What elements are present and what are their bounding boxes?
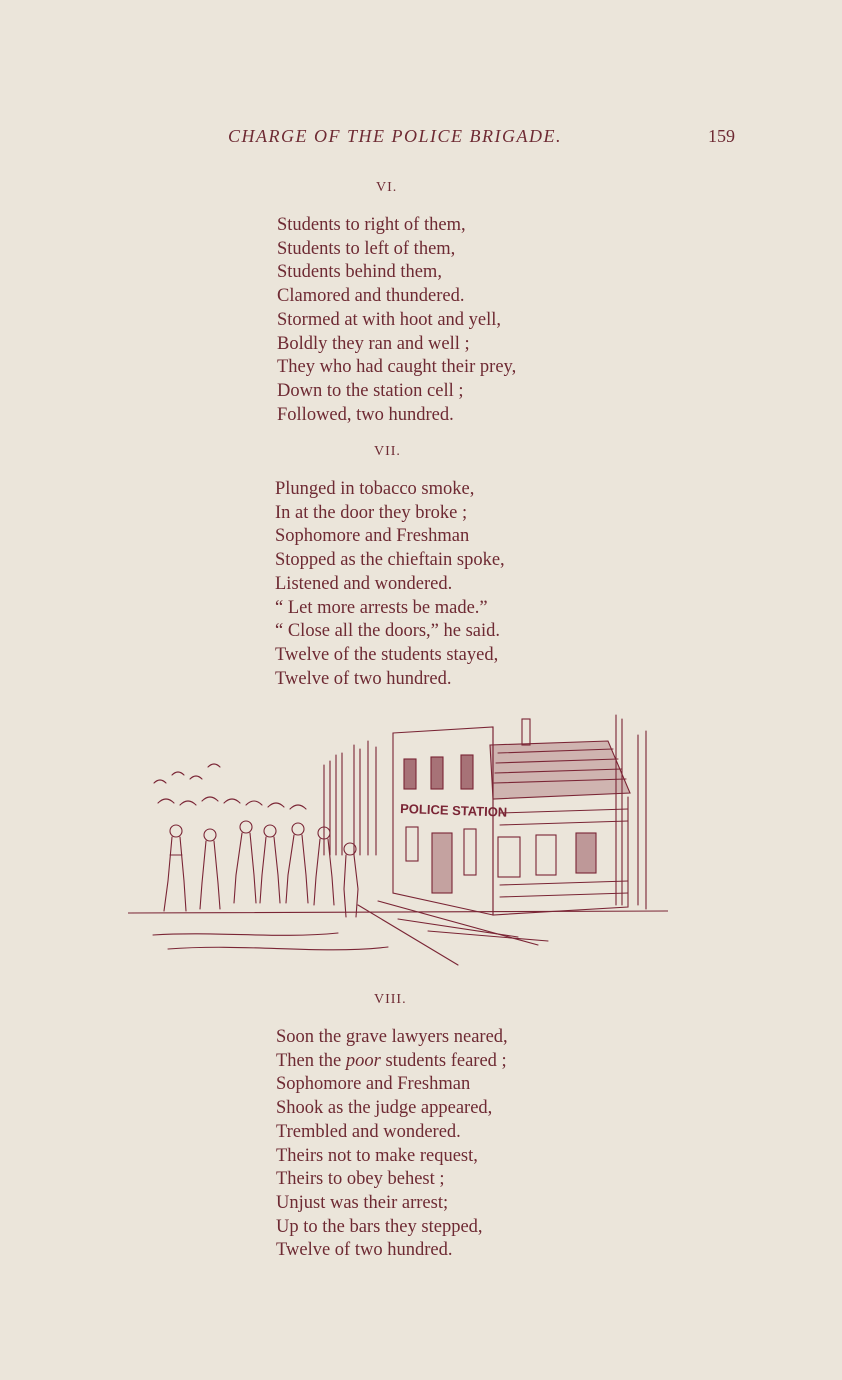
roof xyxy=(490,741,630,799)
door xyxy=(432,833,452,893)
window xyxy=(498,837,520,877)
verse-line: Unjust was their arrest; xyxy=(276,1192,449,1213)
verse-line: In at the door they broke ; xyxy=(275,502,468,523)
verse-line: Boldly they ran and well ; xyxy=(277,333,470,354)
brick-lines xyxy=(500,809,628,897)
stanza-numeral-vii: VII. xyxy=(374,444,401,459)
stanza-numeral-viii: VIII. xyxy=(374,992,407,1007)
hatching xyxy=(616,715,646,909)
crowd xyxy=(154,764,358,917)
police-station-sign: POLICE STATION xyxy=(399,801,508,820)
verse-line: Up to the bars they stepped, xyxy=(276,1216,483,1237)
verse-line: Plunged in tobacco smoke, xyxy=(275,479,475,499)
verse-line: Shook as the judge appeared, xyxy=(276,1098,493,1119)
window xyxy=(464,829,476,875)
verse-line: Then the poor students feared ; xyxy=(276,1050,507,1071)
road-line xyxy=(358,905,458,965)
window xyxy=(431,757,443,789)
verse-line: Sophomore and Freshman xyxy=(275,526,470,547)
stanza-vii xyxy=(275,478,505,691)
verse-line: Listened and wondered. xyxy=(275,573,453,594)
verse-line: Stopped as the chieftain spoke, xyxy=(275,550,505,571)
stanza-numeral-vi: VI. xyxy=(376,180,398,195)
police-station-illustration xyxy=(128,705,668,975)
hatching xyxy=(324,741,376,855)
window xyxy=(406,827,418,861)
verse-line: Theirs not to make request, xyxy=(276,1145,478,1166)
verse-line: Twelve of two hundred. xyxy=(276,1240,453,1261)
verse-line: Followed, two hundred. xyxy=(277,404,454,425)
verse-line: Stormed at with hoot and yell, xyxy=(277,309,502,330)
window xyxy=(461,755,473,789)
italic-word: poor xyxy=(345,1050,381,1071)
verse-line: They who had caught their prey, xyxy=(277,357,517,378)
verse-line: Soon the grave lawyers neared, xyxy=(276,1027,508,1047)
verse-line: Sophomore and Freshman xyxy=(276,1074,471,1095)
verse-line: Twelve of two hundred. xyxy=(275,668,452,689)
verse-line: Down to the station cell ; xyxy=(277,380,464,401)
window xyxy=(536,835,556,875)
verse-line: Students to right of them, xyxy=(277,215,466,235)
verse-line: Students to left of them, xyxy=(277,238,456,259)
verse-line: Trembled and wondered. xyxy=(276,1121,461,1142)
stanza-vi xyxy=(277,214,516,427)
verse-line: Theirs to obey behest ; xyxy=(276,1169,445,1190)
ground-line xyxy=(168,947,388,950)
window xyxy=(576,833,596,873)
page-number: 159 xyxy=(708,126,735,146)
stanza-viii xyxy=(276,1026,508,1263)
window xyxy=(404,759,416,789)
road-line xyxy=(398,919,518,937)
running-title: CHARGE OF THE POLICE BRIGADE. xyxy=(228,126,562,146)
chimney xyxy=(522,719,530,745)
verse-line: “ Close all the doors,” he said. xyxy=(275,621,501,642)
verse-line: Twelve of the students stayed, xyxy=(275,644,499,665)
verse-line: “ Let more arrests be made.” xyxy=(275,597,488,618)
ground-line xyxy=(128,911,668,913)
verse-line: Students behind them, xyxy=(277,262,442,283)
verse-line: Clamored and thundered. xyxy=(277,286,465,307)
ground-line xyxy=(153,933,338,935)
